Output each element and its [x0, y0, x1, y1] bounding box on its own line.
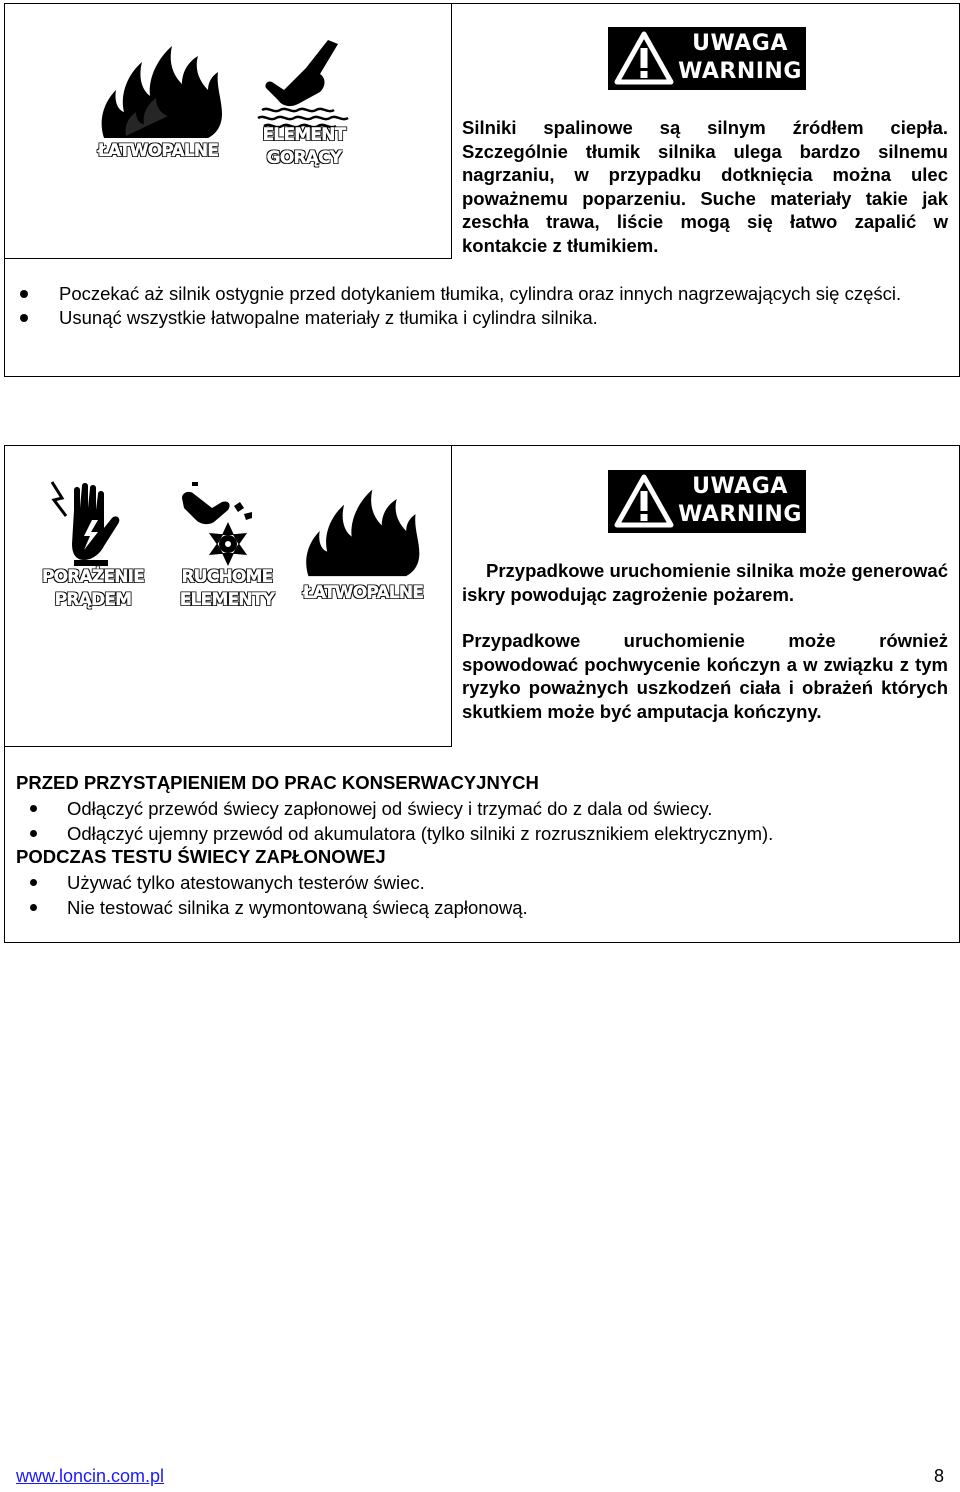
hot-element-label-line1: ELEMENT: [262, 125, 346, 145]
list-item: [16, 822, 936, 846]
page-number: 8: [933, 1466, 944, 1486]
warning-badge-text: [678, 473, 802, 529]
section-title-maintenance: PRZED PRZYSTĄPIENIEM DO PRAC KONSERWACYJNYCH: [16, 772, 539, 793]
bullet-text: Odłączyć przewód świecy zapłonowej od świecy i trzymać do z dala od świecy.: [67, 798, 713, 819]
warning-badge-text: [678, 30, 802, 86]
bullet-text: Nie testować silnika z wymontowaną świecą zapłonową.: [67, 896, 528, 918]
electric-shock-icon: [44, 480, 140, 568]
bullet-dot: [30, 805, 37, 812]
bullet-dot: [20, 314, 28, 322]
flames-icon: [300, 484, 424, 578]
hot-surface-bullet-list: [16, 282, 936, 329]
moving-parts-label-line1: RUCHOME: [181, 567, 273, 587]
warning-triangle-icon: [614, 474, 674, 529]
hot-element-label-line2: GORĄCY: [266, 148, 342, 168]
footer-website-link[interactable]: www.loncin.com.pl: [16, 1466, 165, 1486]
bullet-dot: [30, 879, 37, 886]
warning-badge: [608, 27, 806, 90]
hot-surface-warning-text: Silniki spalinowe są silnym źródłem ciepła. Szczególnie tłumik silnika ulega bardzo silnemu nagrzaniu, w przypadku dotknięcia można ulec poważnemu poparzeniu. Suche materiały takie jak zeschła trawa, liście mogą się łatwo zapalić w kontakcie z tłumikiem.: [462, 117, 948, 256]
accidental-start-warning-text-2: Przypadkowe uruchomienie może również spowodować pochwycenie kończyn a w związku z tym ryzyko poważnych uszkodzeń ciała i obrażeń których skutkiem może być amputacja kończyny.: [462, 630, 948, 722]
flammable-label: ŁATWOPALNE: [302, 583, 424, 603]
bullet-text: Poczekać aż silnik ostygnie przed dotykaniem tłumika, cylindra oraz innych nagrzewających się części.: [59, 283, 902, 304]
moving-parts-icon: [178, 478, 274, 570]
list-item: [16, 306, 936, 330]
warning-badge-line1: UWAGA: [692, 474, 788, 499]
moving-parts-label-line2: ELEMENTY: [179, 590, 275, 610]
accidental-start-warning-text-1: Przypadkowe uruchomienie silnika może generować iskry powodując zagrożenie pożarem.: [462, 560, 948, 605]
row-divider: [4, 258, 452, 259]
bullet-text: Odłączyć ujemny przewód od akumulatora (tylko silniki z rozrusznikiem elektrycznym).: [67, 822, 774, 844]
warning-badge-line1: UWAGA: [692, 31, 788, 56]
maintenance-bullet-list: [16, 797, 936, 845]
list-item: [16, 797, 936, 821]
bullet-text: Usunąć wszystkie łatwopalne materiały z tłumika i cylindra silnika.: [59, 306, 598, 328]
flammable-label: ŁATWOPALNE: [97, 141, 219, 161]
bullet-dot: [30, 904, 37, 911]
bullet-dot: [30, 830, 37, 837]
hot-surface-icon: [256, 38, 356, 130]
bullet-dot: [20, 290, 28, 298]
list-item: [16, 871, 936, 895]
column-divider: [451, 3, 452, 259]
spark-test-bullet-list: [16, 871, 936, 919]
warning-badge-line2: WARNING: [678, 59, 802, 84]
list-item: [16, 282, 936, 306]
electric-shock-label-line1: PORAŻENIE: [41, 567, 145, 587]
column-divider: [451, 445, 452, 747]
electric-shock-label-line2: PRĄDEM: [54, 590, 132, 610]
section-title-spark-test: PODCZAS TESTU ŚWIECY ZAPŁONOWEJ: [16, 846, 386, 867]
row-divider: [4, 746, 452, 747]
list-item: [16, 896, 936, 920]
moving-parts-label: [168, 566, 286, 612]
flames-icon: [96, 40, 226, 140]
warning-badge-line2: WARNING: [678, 502, 802, 527]
hot-element-label: [248, 124, 360, 170]
warning-triangle-icon: [614, 31, 674, 86]
electric-shock-label: [30, 566, 156, 612]
warning-badge: [608, 470, 806, 533]
bullet-text: Używać tylko atestowanych testerów świec.: [67, 872, 425, 893]
